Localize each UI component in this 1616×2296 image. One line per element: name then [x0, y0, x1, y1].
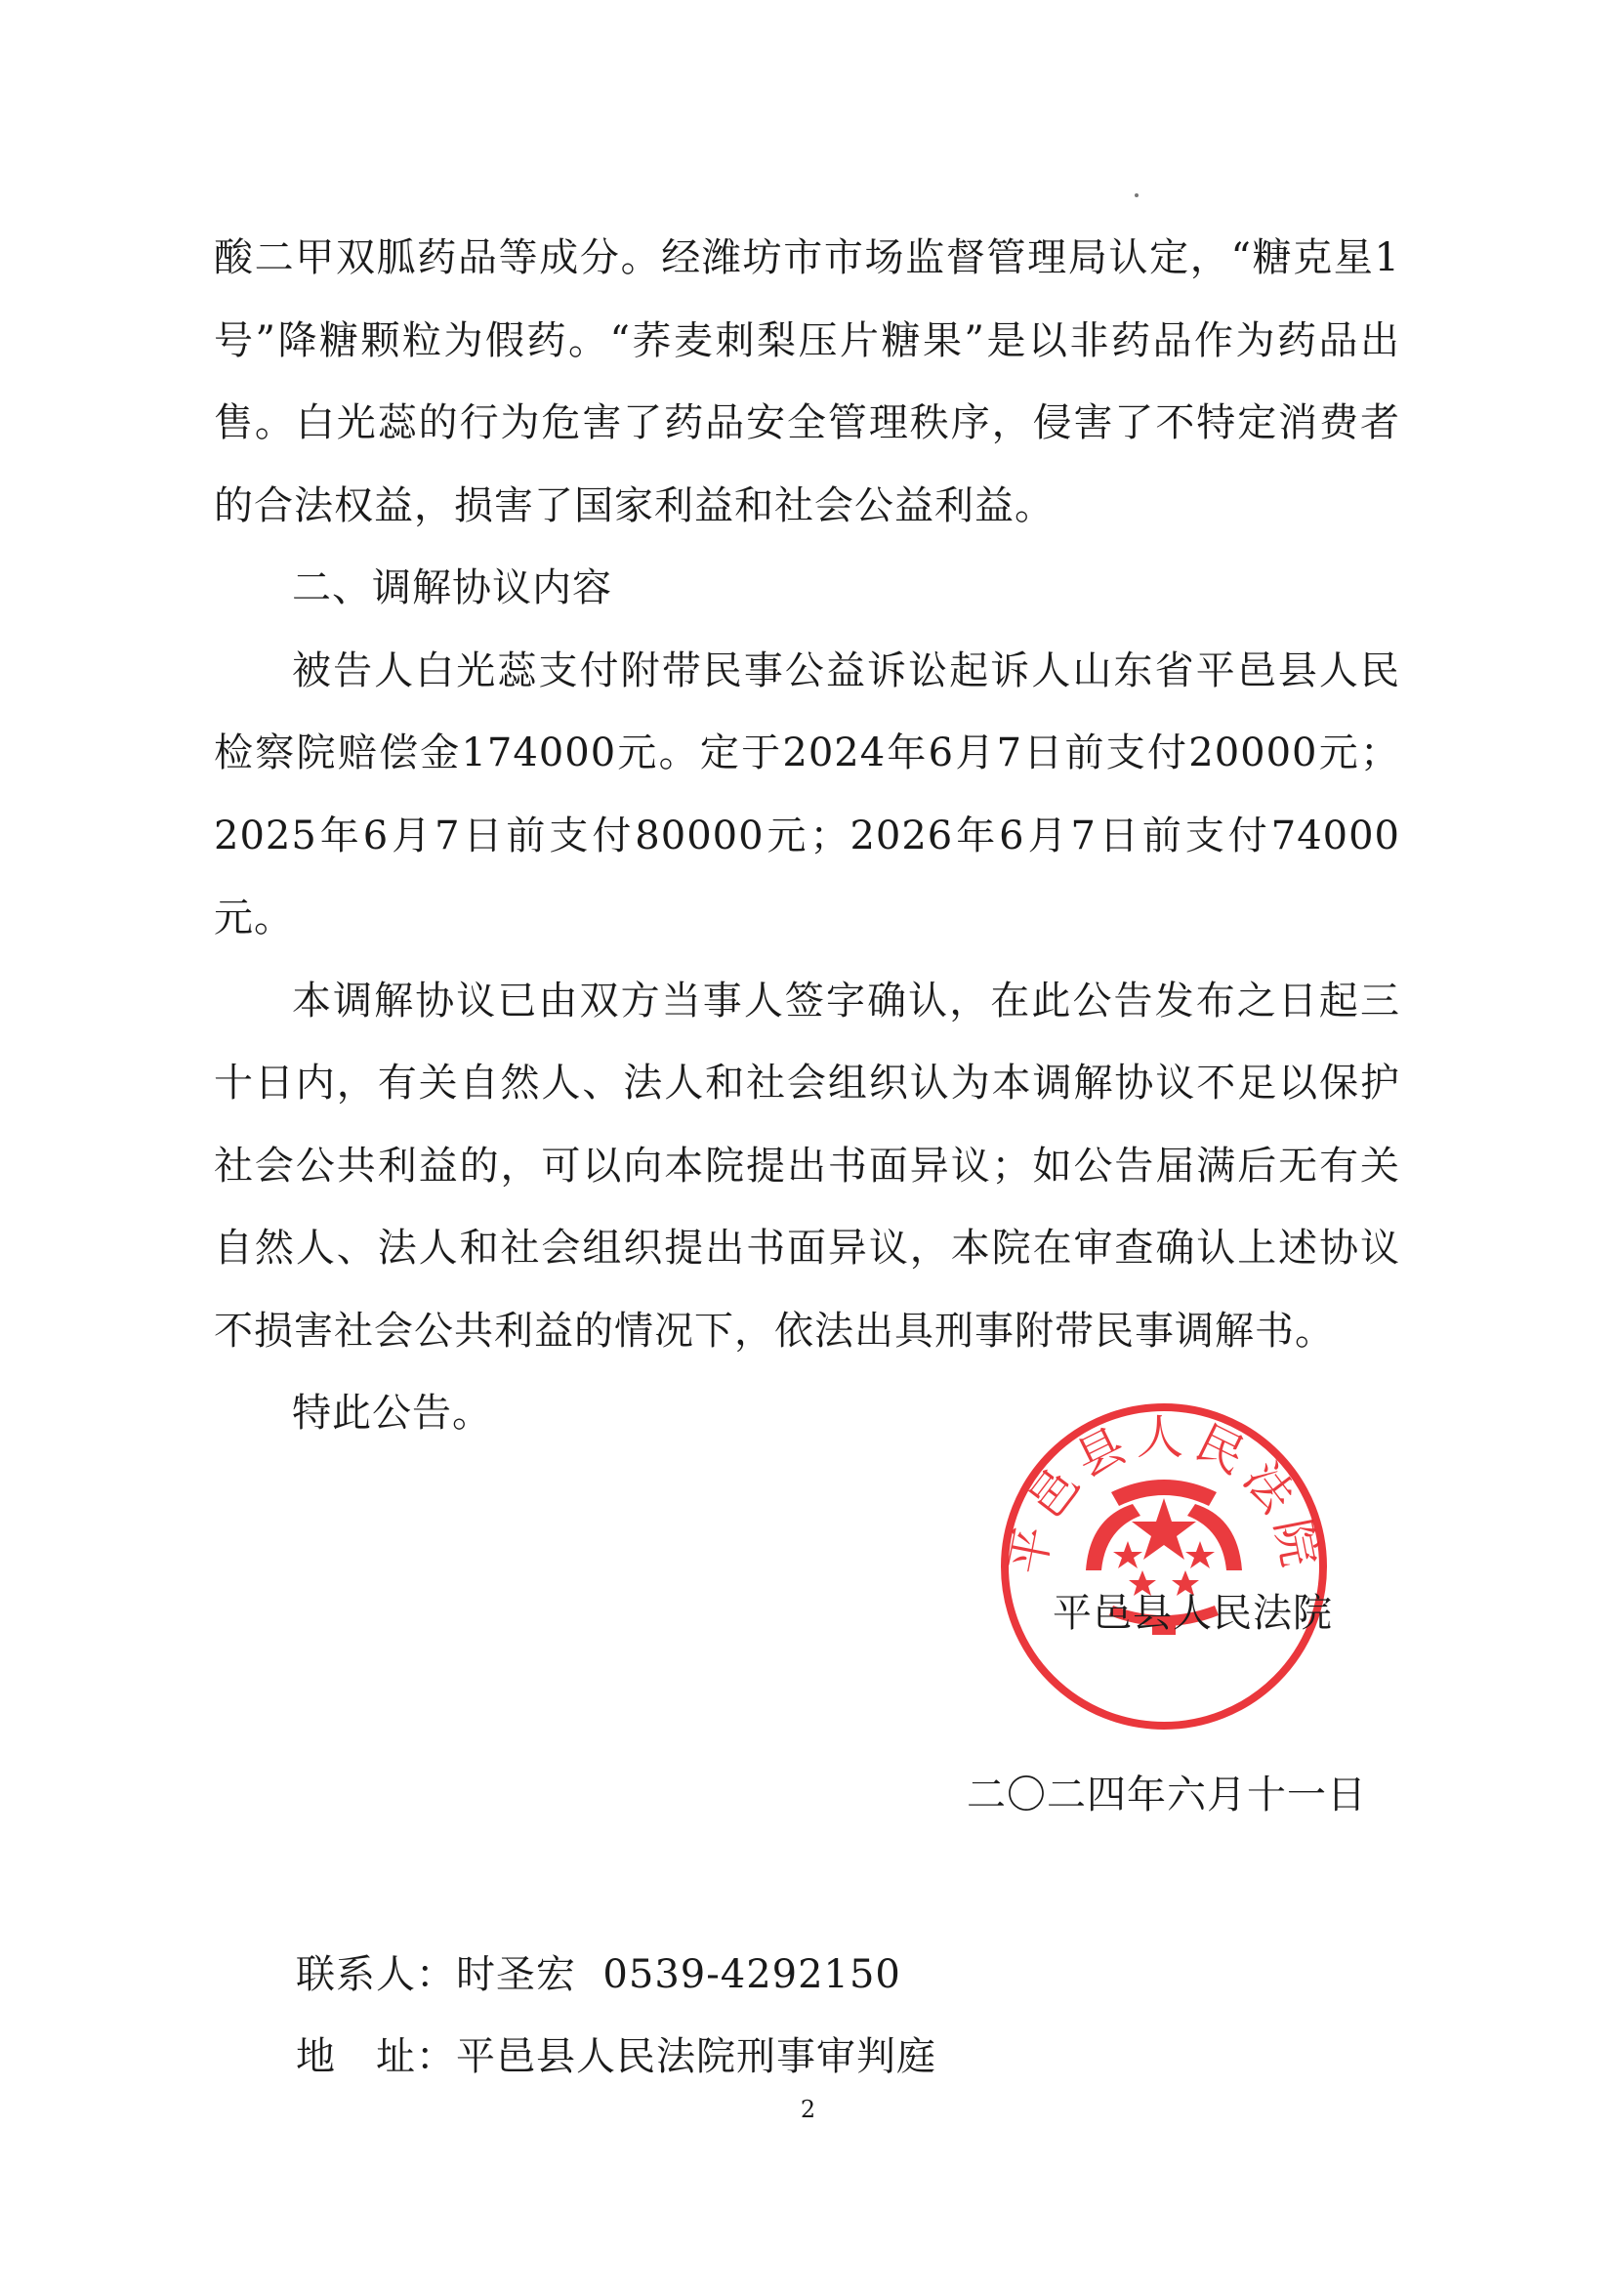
scan-artifact: [1135, 193, 1139, 197]
contact-address-row: [296, 2016, 936, 2098]
contact-person-row: [296, 1934, 936, 2016]
contact-person-value: 时圣宏 0539-4292150: [456, 1952, 901, 1997]
contact-address-label: 地 址：: [296, 2034, 456, 2079]
contact-address-value: 平邑县人民法院刑事审判庭: [456, 2034, 936, 2079]
page-number: 2: [800, 2096, 816, 2123]
issue-date: 二〇二四年六月十一日: [967, 1773, 1367, 1817]
seal-text: 平邑县人民法院: [999, 1409, 1329, 1579]
paragraph-case-facts: 酸二甲双胍药品等成分。经潍坊市市场监督管理局认定，“糖克星1号”降糖颗粒为假药。“荞麦刺梨压片糖果”是以非药品作为药品出售。白光蕊的行为危害了药品安全管理秩序，侵害了不特定消费者的合法权益，损害了国家利益和社会公益利益。: [214, 235, 1400, 528]
contact-person-label: 联系人：: [296, 1952, 456, 1997]
paragraph-closing: 特此公告。: [292, 1391, 492, 1436]
document-body: [214, 217, 1400, 1455]
paragraph-objection-notice: 本调解协议已由双方当事人签字确认，在此公告发布之日起三十日内，有关自然人、法人和社会组织认为本调解协议不足以保护社会公共利益的，可以向本院提出书面异议；如公告届满后无有关自然人、法人和社会组织提出书面异议，本院在审查确认上述协议不损害社会公共利益的情况下，依法出具刑事附带民事调解书。: [214, 978, 1400, 1354]
contact-block: [296, 1934, 936, 2098]
paragraph-payment-terms: 被告人白光蕊支付附带民事公益诉讼起诉人山东省平邑县人民检察院赔偿金174000元。定于2024年6月7日前支付20000元；2025年6月7日前支付80000元；2026年6月7日前支付74000元。: [214, 647, 1400, 940]
issuing-court-signature: 平邑县人民法院: [1053, 1591, 1333, 1636]
court-seal: [996, 1398, 1332, 1734]
section-heading-mediation-agreement: 二、调解协议内容: [292, 565, 612, 610]
